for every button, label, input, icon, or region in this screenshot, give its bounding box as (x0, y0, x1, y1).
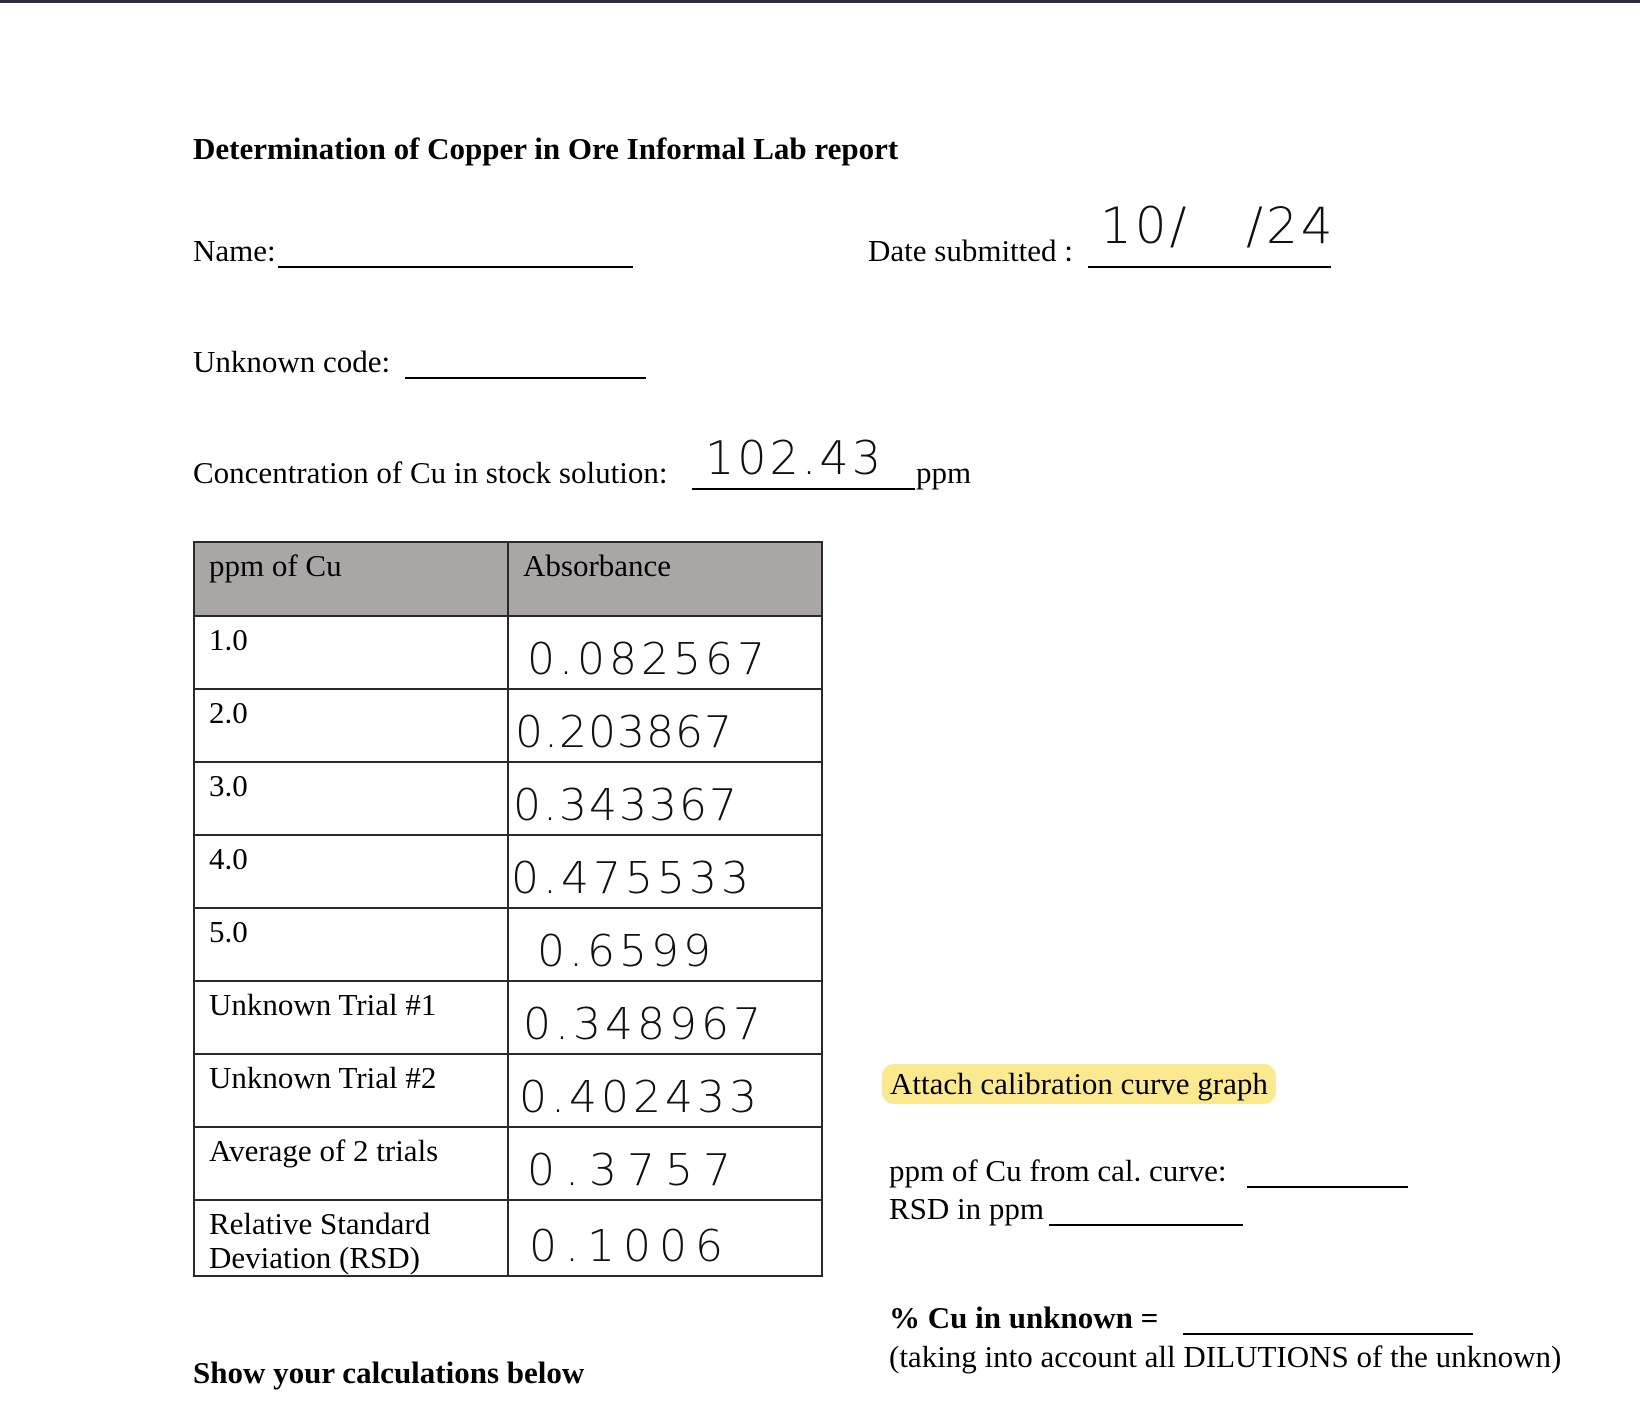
top-border (0, 0, 1640, 3)
name-label: Name: (193, 233, 276, 268)
calculations-heading: Show your calculations below (193, 1355, 585, 1390)
row-label: Unknown Trial #2 (209, 1060, 437, 1095)
date-field[interactable] (1088, 266, 1331, 268)
row-label-cell (194, 981, 508, 1054)
row-label: Relative Standard Deviation (RSD) (209, 1206, 431, 1275)
row-label-cell (194, 835, 508, 908)
row-value: 0.402433 (519, 1072, 761, 1123)
row-value-cell[interactable] (508, 762, 822, 835)
row-value: 0.1006 (529, 1221, 731, 1272)
table-header-row (194, 542, 822, 616)
row-value: 0.343367 (513, 780, 739, 831)
date-label: Date submitted : (868, 233, 1073, 268)
row-value: 0.348967 (523, 999, 765, 1050)
stock-concentration-label: Concentration of Cu in stock solution: (193, 455, 668, 490)
table-row (194, 762, 822, 835)
rsd-label: RSD in ppm (889, 1191, 1045, 1226)
row-label: 3.0 (209, 768, 248, 803)
percent-cu-label: % Cu in unknown = (889, 1300, 1159, 1335)
rsd-field[interactable] (1049, 1224, 1243, 1226)
table-row (194, 1054, 822, 1127)
row-value: 0.3757 (527, 1145, 741, 1196)
attach-graph-note: Attach calibration curve graph (882, 1064, 1276, 1104)
table-row (194, 1200, 822, 1276)
row-label-cell (194, 1200, 508, 1276)
row-label: Average of 2 trials (209, 1133, 439, 1168)
row-label-cell (194, 1054, 508, 1127)
ppm-from-curve-label: ppm of Cu from cal. curve: (889, 1153, 1227, 1188)
percent-cu-field[interactable] (1183, 1333, 1473, 1335)
row-label-cell (194, 689, 508, 762)
table-row (194, 689, 822, 762)
row-label: 1.0 (209, 622, 248, 657)
row-label: 2.0 (209, 695, 248, 730)
absorbance-table (193, 541, 823, 1277)
table-row (194, 908, 822, 981)
header-cell (194, 542, 508, 616)
stock-concentration-field[interactable] (692, 488, 915, 490)
stock-concentration-value: 102.43 (705, 431, 884, 485)
dilution-note: (taking into account all DILUTIONS of the unknown) (889, 1339, 1562, 1374)
header-cell (508, 542, 822, 616)
page-title: Determination of Copper in Ore Informal Lab report (193, 131, 899, 166)
unknown-code-field[interactable] (405, 377, 646, 379)
ppm-from-curve-field[interactable] (1247, 1186, 1408, 1188)
unknown-code-label: Unknown code: (193, 344, 391, 379)
row-value-cell[interactable] (508, 835, 822, 908)
row-value-cell[interactable] (508, 689, 822, 762)
name-field[interactable] (278, 266, 633, 268)
stock-concentration-unit: ppm (916, 455, 972, 490)
row-label: Unknown Trial #1 (209, 987, 437, 1022)
row-value: 0.475533 (511, 853, 753, 904)
row-value-cell[interactable] (508, 1054, 822, 1127)
header-absorbance: Absorbance (523, 548, 672, 583)
header-ppm: ppm of Cu (209, 548, 342, 583)
row-value-cell[interactable] (508, 1200, 822, 1276)
row-label: 4.0 (209, 841, 248, 876)
row-label-cell (194, 762, 508, 835)
row-value-cell[interactable] (508, 908, 822, 981)
row-label-cell (194, 1127, 508, 1200)
row-value: 0.082567 (527, 634, 769, 685)
row-value-cell[interactable] (508, 981, 822, 1054)
row-value-cell[interactable] (508, 1127, 822, 1200)
table-row (194, 616, 822, 689)
date-handwritten: 10/ /24 (1100, 197, 1336, 255)
row-value: 0.6599 (537, 926, 715, 977)
table-row (194, 1127, 822, 1200)
row-label: 5.0 (209, 914, 248, 949)
row-label-cell (194, 616, 508, 689)
row-value-cell[interactable] (508, 616, 822, 689)
table-row (194, 835, 822, 908)
row-label-cell (194, 908, 508, 981)
table-row (194, 981, 822, 1054)
row-value: 0.203867 (515, 707, 733, 758)
